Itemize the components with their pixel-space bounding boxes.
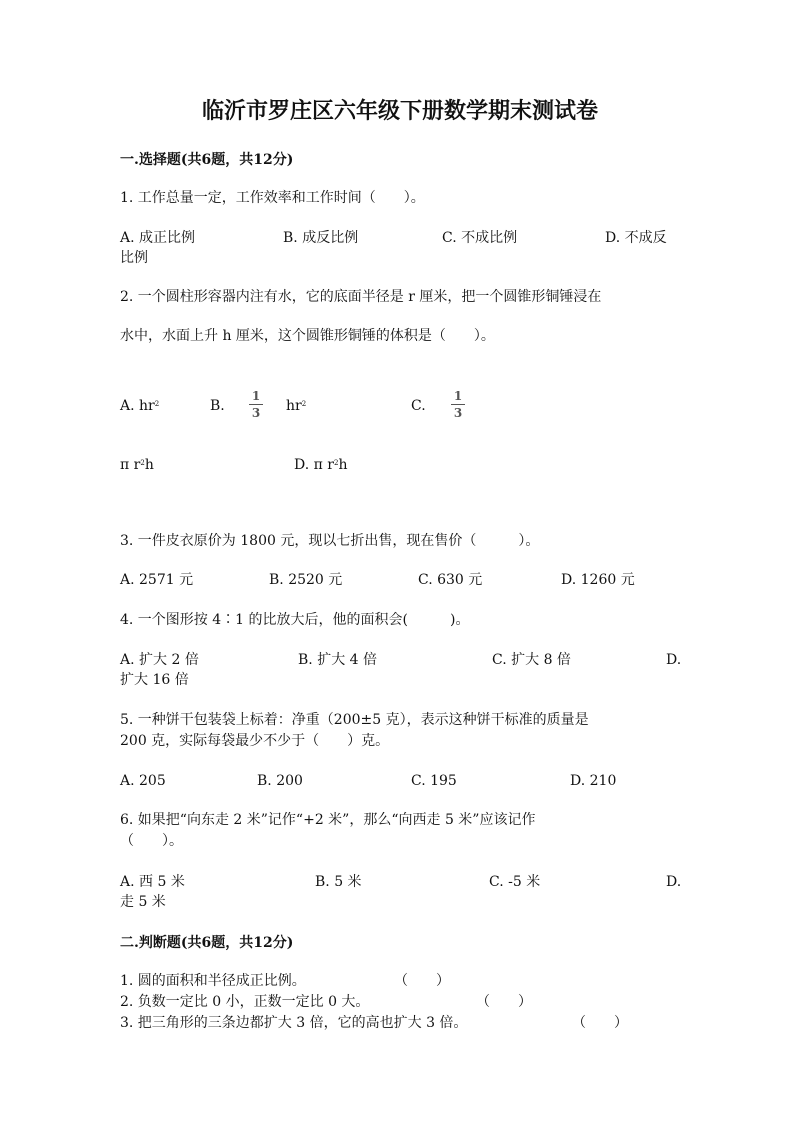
question-6-option-d: D.	[666, 874, 682, 890]
question-3-option-b: B. 2520 元	[269, 572, 343, 588]
question-3-option-a: A. 2571 元	[120, 572, 194, 588]
question-2-option-d: D. π $r^2h$	[294, 457, 348, 473]
question-4-option-c: C. 扩大 8 倍	[492, 652, 571, 668]
question-2-option-b-label: B.	[210, 398, 225, 414]
question-3-option-d: D. 1260 元	[561, 572, 635, 588]
judgement-item-3-answer-blank: （ ）	[572, 1015, 628, 1031]
question-1-option-b: B. 成反比例	[283, 230, 359, 246]
question-3-option-c: C. 630 元	[418, 572, 483, 588]
question-2-option-a: A. $hr^2$	[120, 398, 160, 414]
question-5-option-a: A. 205	[120, 773, 166, 789]
page-title: 临沂市罗庄区六年级下册数学期末测试卷	[201, 98, 598, 124]
judgement-item-2: 2. 负数一定比 0 小，正数一定比 0 大。	[120, 994, 370, 1010]
question-3-stem: 3. 一件皮衣原价为 1800 元，现以七折出售，现在售价（ ）。	[120, 533, 540, 549]
question-5-stem-line2: 200 克，实际每袋最少不少于（ ）克。	[120, 733, 390, 749]
question-5-stem-line1: 5. 一种饼干包装袋上标着：净重（200±5 克），表示这种饼干标准的质量是	[120, 712, 589, 728]
question-6-option-b: B. 5 米	[315, 874, 362, 890]
question-2-option-b-fraction: 1 3	[249, 389, 263, 420]
question-5-option-d: D. 210	[570, 773, 617, 789]
question-4-option-d-wrap: 扩大 16 倍	[120, 672, 189, 688]
question-6-option-c: C. -5 米	[489, 874, 541, 890]
question-1-option-d-wrap: 比例	[120, 250, 148, 266]
question-6-option-d-wrap: 走 5 米	[120, 894, 166, 910]
judgement-item-1: 1. 圆的面积和半径成正比例。	[120, 973, 306, 989]
question-4-option-d: D.	[666, 652, 682, 668]
section-heading-judgement: 二.判断题(共6题，共12分)	[120, 935, 294, 951]
judgement-item-3: 3. 把三角形的三条边都扩大 3 倍，它的高也扩大 3 倍。	[120, 1015, 468, 1031]
question-2-stem-line1: 2. 一个圆柱形容器内注有水，它的底面半径是 r 厘米，把一个圆锥形铜锤浸在	[120, 289, 602, 305]
question-2-option-c-continued: π $r^2h$	[120, 457, 154, 473]
question-4-option-a: A. 扩大 2 倍	[120, 652, 199, 668]
question-1-option-d: D. 不成反	[605, 230, 667, 246]
question-4-stem: 4. 一个图形按 4∶1 的比放大后，他的面积会( )。	[120, 612, 470, 628]
question-6-stem-line2: （ ）。	[120, 833, 183, 849]
question-4-option-b: B. 扩大 4 倍	[298, 652, 377, 668]
judgement-item-2-answer-blank: （ ）	[476, 994, 532, 1010]
judgement-item-1-answer-blank: （ ）	[394, 973, 450, 989]
question-2-option-c-label: C.	[411, 398, 426, 414]
question-6-option-a: A. 西 5 米	[120, 874, 185, 890]
question-6-stem-line1: 6. 如果把“向东走 2 米”记作“+2 米”，那么“向西走 5 米”应该记作	[120, 812, 536, 828]
question-1-option-a: A. 成正比例	[120, 230, 196, 246]
question-5-option-b: B. 200	[257, 773, 303, 789]
question-2-option-c-fraction: 1 3	[451, 389, 465, 420]
question-2-option-b-text: $hr^2$	[286, 398, 307, 414]
section-heading-choice: 一.选择题(共6题，共12分)	[120, 152, 294, 168]
question-2-stem-line2: 水中，水面上升 h 厘米，这个圆锥形铜锤的体积是（ ）。	[120, 328, 495, 344]
question-1-option-c: C. 不成比例	[442, 230, 518, 246]
question-5-option-c: C. 195	[411, 773, 457, 789]
question-1-stem: 1. 工作总量一定，工作效率和工作时间（ ）。	[120, 190, 425, 206]
